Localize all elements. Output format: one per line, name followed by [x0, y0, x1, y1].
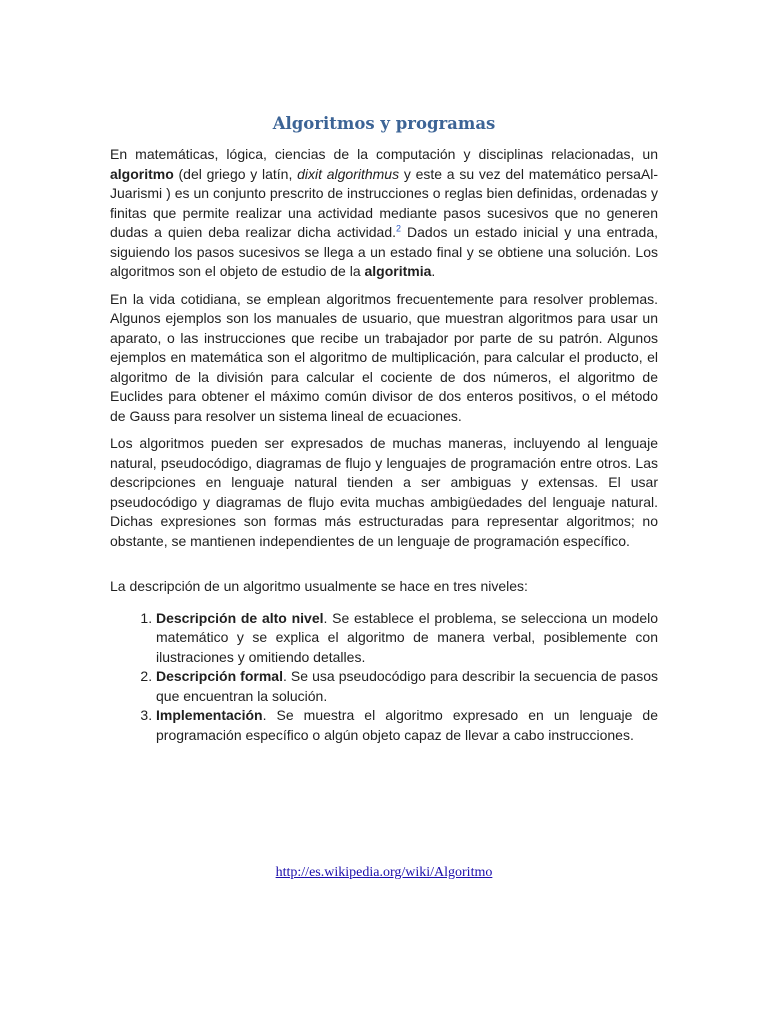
- list-item-text: . Se muestra el algoritmo expresado en un lenguaje de programación específico o algún objeto capaz de llevar a cabo instrucciones.: [156, 707, 658, 743]
- text-run: .: [431, 263, 436, 279]
- term-algoritmia: algoritmia: [364, 263, 432, 279]
- text-run: y este a su vez del matemático persaAl-Juarismi ) es un conjunto prescrito de instrucciones o reglas bien definidas, ordenadas y finitas que permite realizar una actividad mediante pasos sucesivos que no generen dudas a quien deba realizar dicha actividad.: [110, 165, 659, 240]
- paragraph-levels-intro: La descripción de un algoritmo usualmente se hace en tres niveles:: [110, 578, 528, 594]
- text-run: En matemáticas, lógica, ciencias de la computación y disciplinas relacionadas, un: [110, 146, 658, 162]
- paragraph-everyday-examples: En la vida cotidiana, se emplean algoritmos frecuentemente para resolver problemas. Algunos ejemplos son los manuales de usuario, que muestran algoritmos para usar un aparato, o las instrucciones que recibe un trabajador por parte de su patrón. Algunos ejemplos en matemática son el algoritmo de multiplicación, para calcular el producto, el algoritmo de la división para calcular el cociente de dos números, el algoritmo de Euclides para obtener el máximo común divisor de dos enteros positivos, o el método de Gauss para resolver un sistema lineal de ecuaciones.: [110, 290, 658, 424]
- text-run: Dados un estado inicial y una entrada, siguiendo los pasos sucesivos se llega a un estado final y se obtiene una solución. Los algoritmos son el objeto de estudio de la: [110, 224, 659, 279]
- list-item-term: Descripción de alto nivel: [156, 609, 324, 626]
- source-link[interactable]: http://es.wikipedia.org/wiki/Algoritmo: [275, 865, 493, 880]
- source-link-container: [0, 865, 768, 881]
- list-item-term: Implementación: [156, 707, 263, 723]
- page-title: Algoritmos y programas: [272, 114, 496, 133]
- list-item: [156, 667, 658, 706]
- text-run: (del griego y latín,: [173, 165, 298, 182]
- levels-list: [110, 609, 658, 746]
- paragraph-definition: [110, 145, 658, 282]
- italic-term: dixit algorithmus: [297, 165, 400, 182]
- list-item: [156, 706, 658, 745]
- term-algoritmo: algoritmo: [110, 165, 174, 182]
- footnote-reference[interactable]: 2: [396, 223, 402, 234]
- paragraph-expression-forms: Los algoritmos pueden ser expresados de muchas maneras, incluyendo al lenguaje natural, pseudocódigo, diagramas de flujo y lenguajes de programación entre otros. Las descripciones en lenguaje natural tienden a ser ambiguas y extensas. El usar pseudocódigo y diagramas de flujo evita muchas ambigüedades del lenguaje natural. Dichas expresiones son formas más estructuradas para representar algoritmos; no obstante, se mantienen independientes de un lenguaje de programación específico.: [110, 435, 658, 549]
- list-item-term: Descripción formal: [156, 668, 283, 684]
- list-item-text: . Se usa pseudocódigo para describir la secuencia de pasos que encuentran la solución.: [156, 668, 658, 704]
- document-body: [110, 145, 658, 745]
- list-item-text: . Se establece el problema, se selecciona un modelo matemático y se explica el algoritmo de manera verbal, posiblemente con ilustraciones y omitiendo detalles.: [156, 609, 659, 665]
- list-item: [156, 609, 658, 668]
